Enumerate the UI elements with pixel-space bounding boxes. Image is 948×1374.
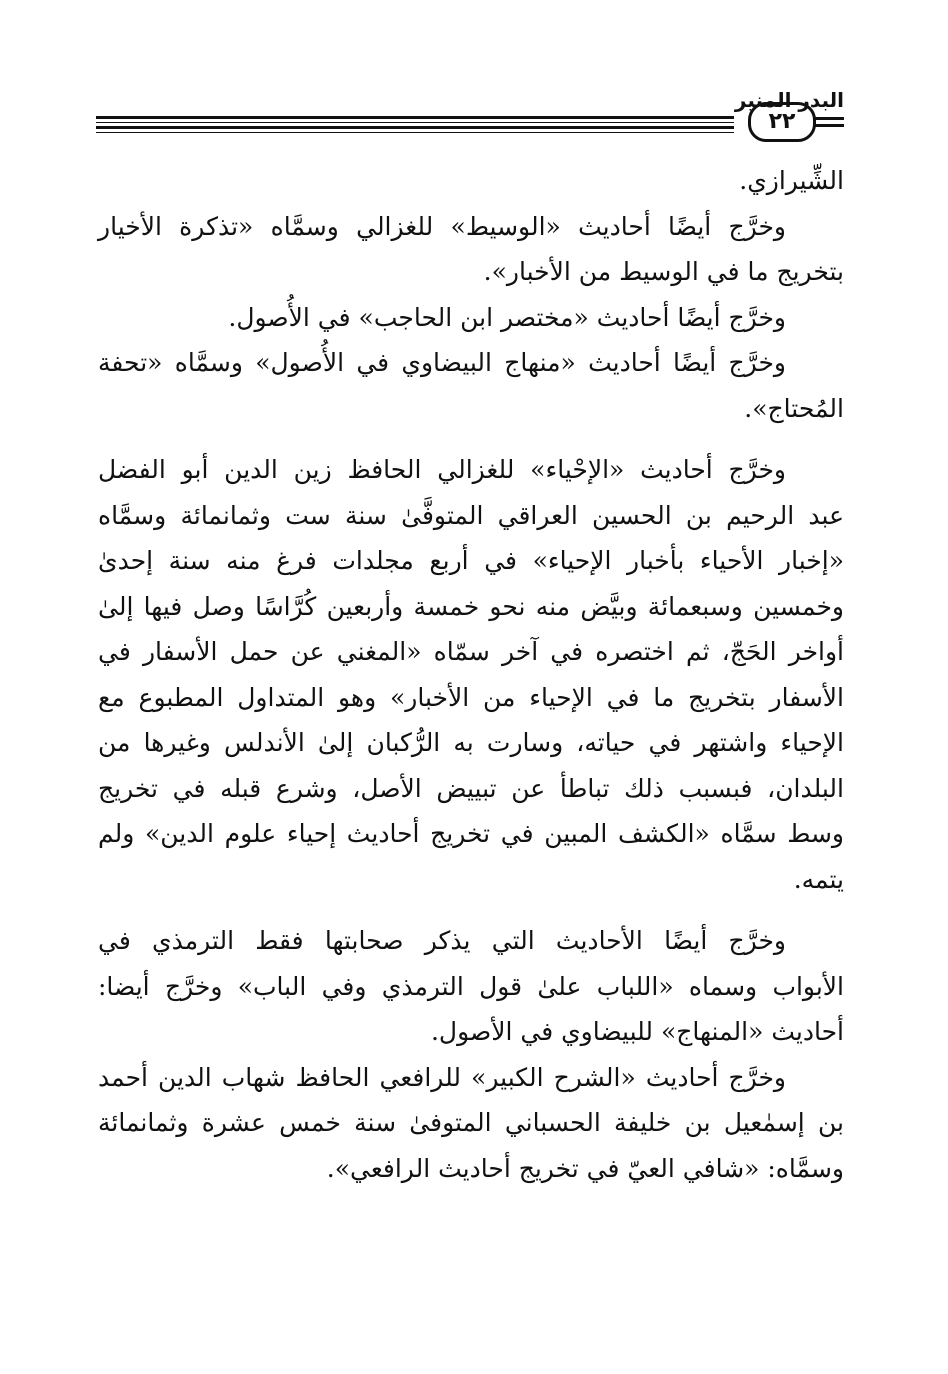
- text-line: وخرَّج أيضًا الأحاديث التي يذكر صحابتها فقط الترمذي في: [98, 926, 786, 955]
- header-rule: [814, 117, 844, 120]
- text-line: عبد الرحيم بن الحسين العراقي المتوفَّىٰ سنة ست وثمانمائة وسمَّاه: [98, 500, 844, 530]
- header-rule: [96, 132, 734, 133]
- text-line: الإحياء واشتهر في حياته، وسارت به الرُّكبان إلىٰ الأندلس وغيرها من: [98, 728, 844, 757]
- text-line: وسمَّاه: «شافي العيّ في تخريج أحاديث الرافعي».: [326, 1153, 844, 1183]
- text-line: «إخبار الأحياء بأخبار الإحياء» في أربع مجلدات فرغ منه سنة إحدىٰ: [98, 546, 844, 575]
- header-rule: [814, 124, 844, 127]
- text-line: وخرَّج أيضًا أحاديث «مختصر ابن الحاجب» في الأُصول.: [228, 302, 786, 332]
- text-line: المُحتاج».: [744, 393, 844, 423]
- text-line: الأبواب وسماه «اللباب علىٰ قول الترمذي وفي الباب» وخرَّج أيضا:: [98, 971, 844, 1001]
- text-line: وخرَّج أحاديث «الإحْياء» للغزالي الحافظ زين الدين أبو الفضل: [98, 455, 786, 484]
- paragraph: [98, 158, 844, 204]
- text-line: الأسفار بتخريج ما في الإحياء من الأخبار» وهو المتداول المطبوع مع: [98, 682, 844, 712]
- body-text: [98, 158, 844, 1191]
- text-line: بتخريج ما في الوسيط من الأخبار».: [483, 257, 844, 286]
- text-line: بن إسمٰعيل بن خليفة الحسباني المتوفىٰ سنة خمس عشرة وثمانمائة: [98, 1108, 844, 1137]
- paragraph: [98, 447, 844, 902]
- text-line: وخرَّج أيضًا أحاديث «الوسيط» للغزالي وسمَّاه «تذكرة الأخيار: [98, 211, 786, 241]
- paragraph-gap: [98, 431, 844, 447]
- text-line: أحاديث «المنهاج» للبيضاوي في الأصول.: [430, 1017, 844, 1046]
- paragraph: [98, 295, 844, 341]
- text-line: أواخر الحَجّ، ثم اختصره في آخر سمّاه «المغني عن حمل الأسفار في: [98, 637, 844, 666]
- paragraph: [98, 918, 844, 1055]
- running-title: البدر المنير: [734, 88, 844, 112]
- text-line: البلدان، فبسبب ذلك تباطأ عن تبييض الأصل، وشرع قبله في تخريج: [98, 773, 844, 803]
- text-line: وسط سمَّاه «الكشف المبين في تخريج أحاديث إحياء علوم الدين» ولم: [98, 819, 844, 848]
- page-number: ٢٢: [748, 102, 816, 142]
- text-line: وخرَّج أيضًا أحاديث «منهاج البيضاوي في الأُصول» وسمَّاه «تحفة: [98, 348, 786, 377]
- paragraph: [98, 1055, 844, 1192]
- text-line: وخمسين وسبعمائة وبيَّض منه نحو خمسة وأربعين كُرَّاسًا وصل فيها إلىٰ: [98, 591, 844, 621]
- text-line: وخرَّج أحاديث «الشرح الكبير» للرافعي الحافظ شهاب الدين أحمد: [98, 1062, 786, 1092]
- paragraph: [98, 340, 844, 431]
- paragraph: [98, 204, 844, 295]
- header-rule: [96, 122, 734, 123]
- header-rule: [96, 116, 734, 119]
- page-header: [96, 88, 844, 138]
- text-line: يتمه.: [793, 864, 844, 894]
- paragraph-gap: [98, 902, 844, 918]
- header-rule: [96, 126, 734, 129]
- text-line: الشِّيرازي.: [739, 166, 844, 195]
